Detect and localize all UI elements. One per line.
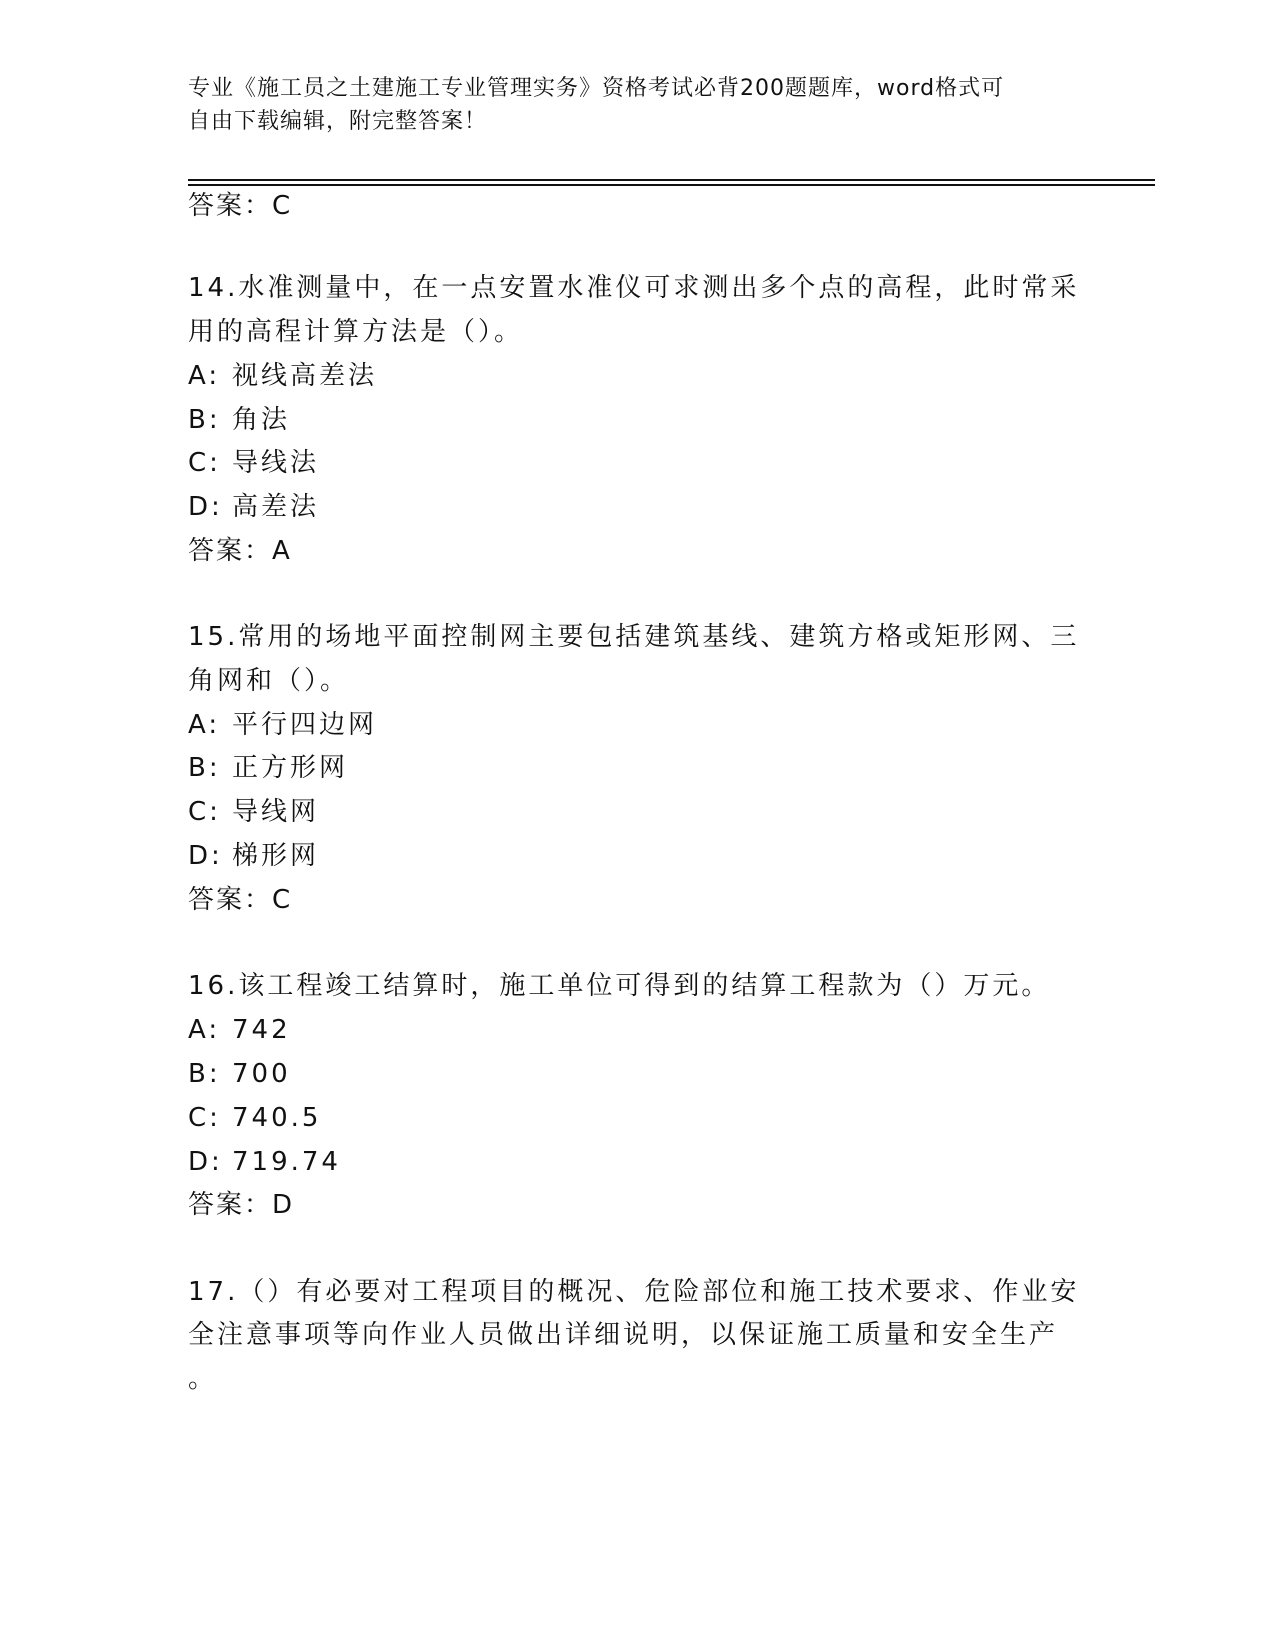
previous-answer: 答案：C — [188, 191, 293, 221]
question-14-option-b: B: 角法 — [188, 405, 291, 435]
question-16-line-1: 16.该工程竣工结算时，施工单位可得到的结算工程款为（）万元。 — [188, 971, 1051, 1001]
question-15-answer: 答案：C — [188, 885, 293, 915]
question-16-answer: 答案：D — [188, 1190, 295, 1220]
document-header — [188, 72, 1068, 138]
question-17-line-1: 17.（）有必要对工程项目的概况、危险部位和施工技术要求、作业安 — [188, 1277, 1080, 1307]
question-14-answer: 答案：A — [188, 536, 292, 566]
question-14-line-1: 14.水准测量中，在一点安置水准仪可求测出多个点的高程，此时常采 — [188, 273, 1080, 303]
question-15-option-d: D: 梯形网 — [188, 841, 320, 871]
question-15-line-2: 角网和（）。 — [188, 666, 350, 696]
question-17-line-3: 。 — [188, 1364, 218, 1394]
header-rule-top — [188, 179, 1155, 181]
header-rule-bottom — [188, 184, 1155, 186]
question-16-option-d: D: 719.74 — [188, 1147, 341, 1177]
question-14-option-a: A: 视线高差法 — [188, 361, 378, 391]
question-15-option-c: C: 导线网 — [188, 797, 320, 827]
question-15-line-1: 15.常用的场地平面控制网主要包括建筑基线、建筑方格或矩形网、三 — [188, 622, 1080, 652]
question-14-line-2: 用的高程计算方法是（）。 — [188, 317, 524, 347]
question-15-option-b: B: 正方形网 — [188, 753, 349, 783]
question-16-option-a: A: 742 — [188, 1015, 291, 1045]
question-16-option-b: B: 700 — [188, 1059, 291, 1089]
question-17-line-2: 全注意事项等向作业人员做出详细说明，以保证施工质量和安全生产 — [188, 1320, 1059, 1350]
question-15-option-a: A: 平行四边网 — [188, 710, 378, 740]
header-line-2: 自由下载编辑，附完整答案！ — [188, 109, 488, 134]
header-line-1: 专业《施工员之土建施工专业管理实务》资格考试必背200题题库，word格式可 — [188, 76, 1005, 101]
question-16-option-c: C: 740.5 — [188, 1103, 322, 1133]
question-14-option-d: D: 高差法 — [188, 492, 320, 522]
question-14-option-c: C: 导线法 — [188, 448, 320, 478]
